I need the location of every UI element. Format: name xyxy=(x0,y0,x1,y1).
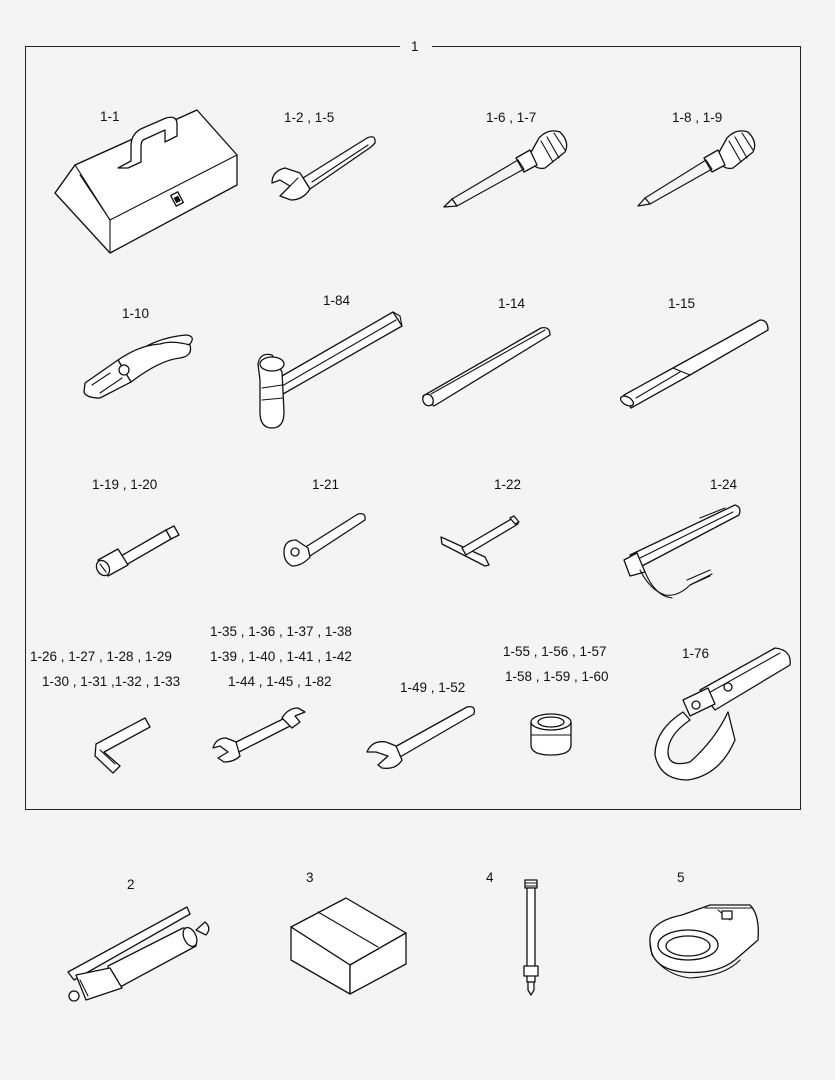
label-screwdriver-flat: 1-6 , 1-7 xyxy=(486,110,537,125)
label-bar-flat: 1-15 xyxy=(668,296,696,311)
carton-box-drawing xyxy=(291,898,406,994)
label-t-handle: 1-22 xyxy=(494,477,522,492)
label-bar-round: 1-14 xyxy=(498,296,526,311)
bar-round-drawing xyxy=(421,328,550,408)
label-toolbox: 1-1 xyxy=(100,109,120,124)
label-hex-key-line2: 1-30 , 1-31 ,1-32 , 1-33 xyxy=(42,674,181,689)
t-handle-drawing xyxy=(441,516,519,566)
label-socket-line1: 1-55 , 1-56 , 1-57 xyxy=(503,644,607,659)
bolt-rod-drawing xyxy=(524,880,538,995)
label-socket-line2: 1-58 , 1-59 , 1-60 xyxy=(505,669,609,684)
label-double-wrench-line1: 1-35 , 1-36 , 1-37 , 1-38 xyxy=(210,624,352,639)
extension-bar-drawing xyxy=(94,526,179,578)
grease-gun-drawing xyxy=(68,907,209,1001)
double-open-wrench-drawing xyxy=(213,708,305,762)
bar-flat-drawing xyxy=(619,320,768,408)
toolbox-drawing xyxy=(55,110,237,253)
screwdriver-phillips-drawing xyxy=(638,131,755,206)
label-double-wrench-line2: 1-39 , 1-40 , 1-41 , 1-42 xyxy=(210,649,352,664)
hammer-drawing xyxy=(258,312,402,428)
adjustable-wrench-drawing xyxy=(272,137,375,200)
chain-wrench-drawing xyxy=(624,505,740,598)
label-pliers: 1-10 xyxy=(122,306,150,321)
label-hex-key-line1: 1-26 , 1-27 , 1-28 , 1-29 xyxy=(30,649,172,664)
pliers-drawing xyxy=(84,335,192,398)
strap-wrench-drawing xyxy=(655,648,790,780)
label-double-wrench-line3: 1-44 , 1-45 , 1-82 xyxy=(228,674,332,689)
label-hammer: 1-84 xyxy=(323,293,351,308)
label-ring-adapter: 5 xyxy=(677,870,685,885)
label-chain-wrench: 1-24 xyxy=(710,477,738,492)
label-extension-bar: 1-19 , 1-20 xyxy=(92,477,158,492)
label-screwdriver-phillips: 1-8 , 1-9 xyxy=(672,110,723,125)
label-adjustable-wrench: 1-2 , 1-5 xyxy=(284,110,335,125)
label-ratchet-handle: 1-21 xyxy=(312,477,340,492)
label-grease-gun: 2 xyxy=(127,877,135,892)
label-bolt-rod: 4 xyxy=(486,870,494,885)
single-open-wrench-drawing xyxy=(367,707,474,769)
ratchet-handle-drawing xyxy=(284,514,365,566)
socket-drawing xyxy=(531,714,571,755)
hex-key-drawing xyxy=(95,718,150,773)
label-strap-wrench: 1-76 xyxy=(682,646,710,661)
label-carton-box: 3 xyxy=(306,870,314,885)
screwdriver-flat-drawing xyxy=(444,131,567,207)
group-label: 1 xyxy=(411,39,419,54)
ring-adapter-drawing xyxy=(650,905,758,978)
label-single-wrench: 1-49 , 1-52 xyxy=(400,680,466,695)
